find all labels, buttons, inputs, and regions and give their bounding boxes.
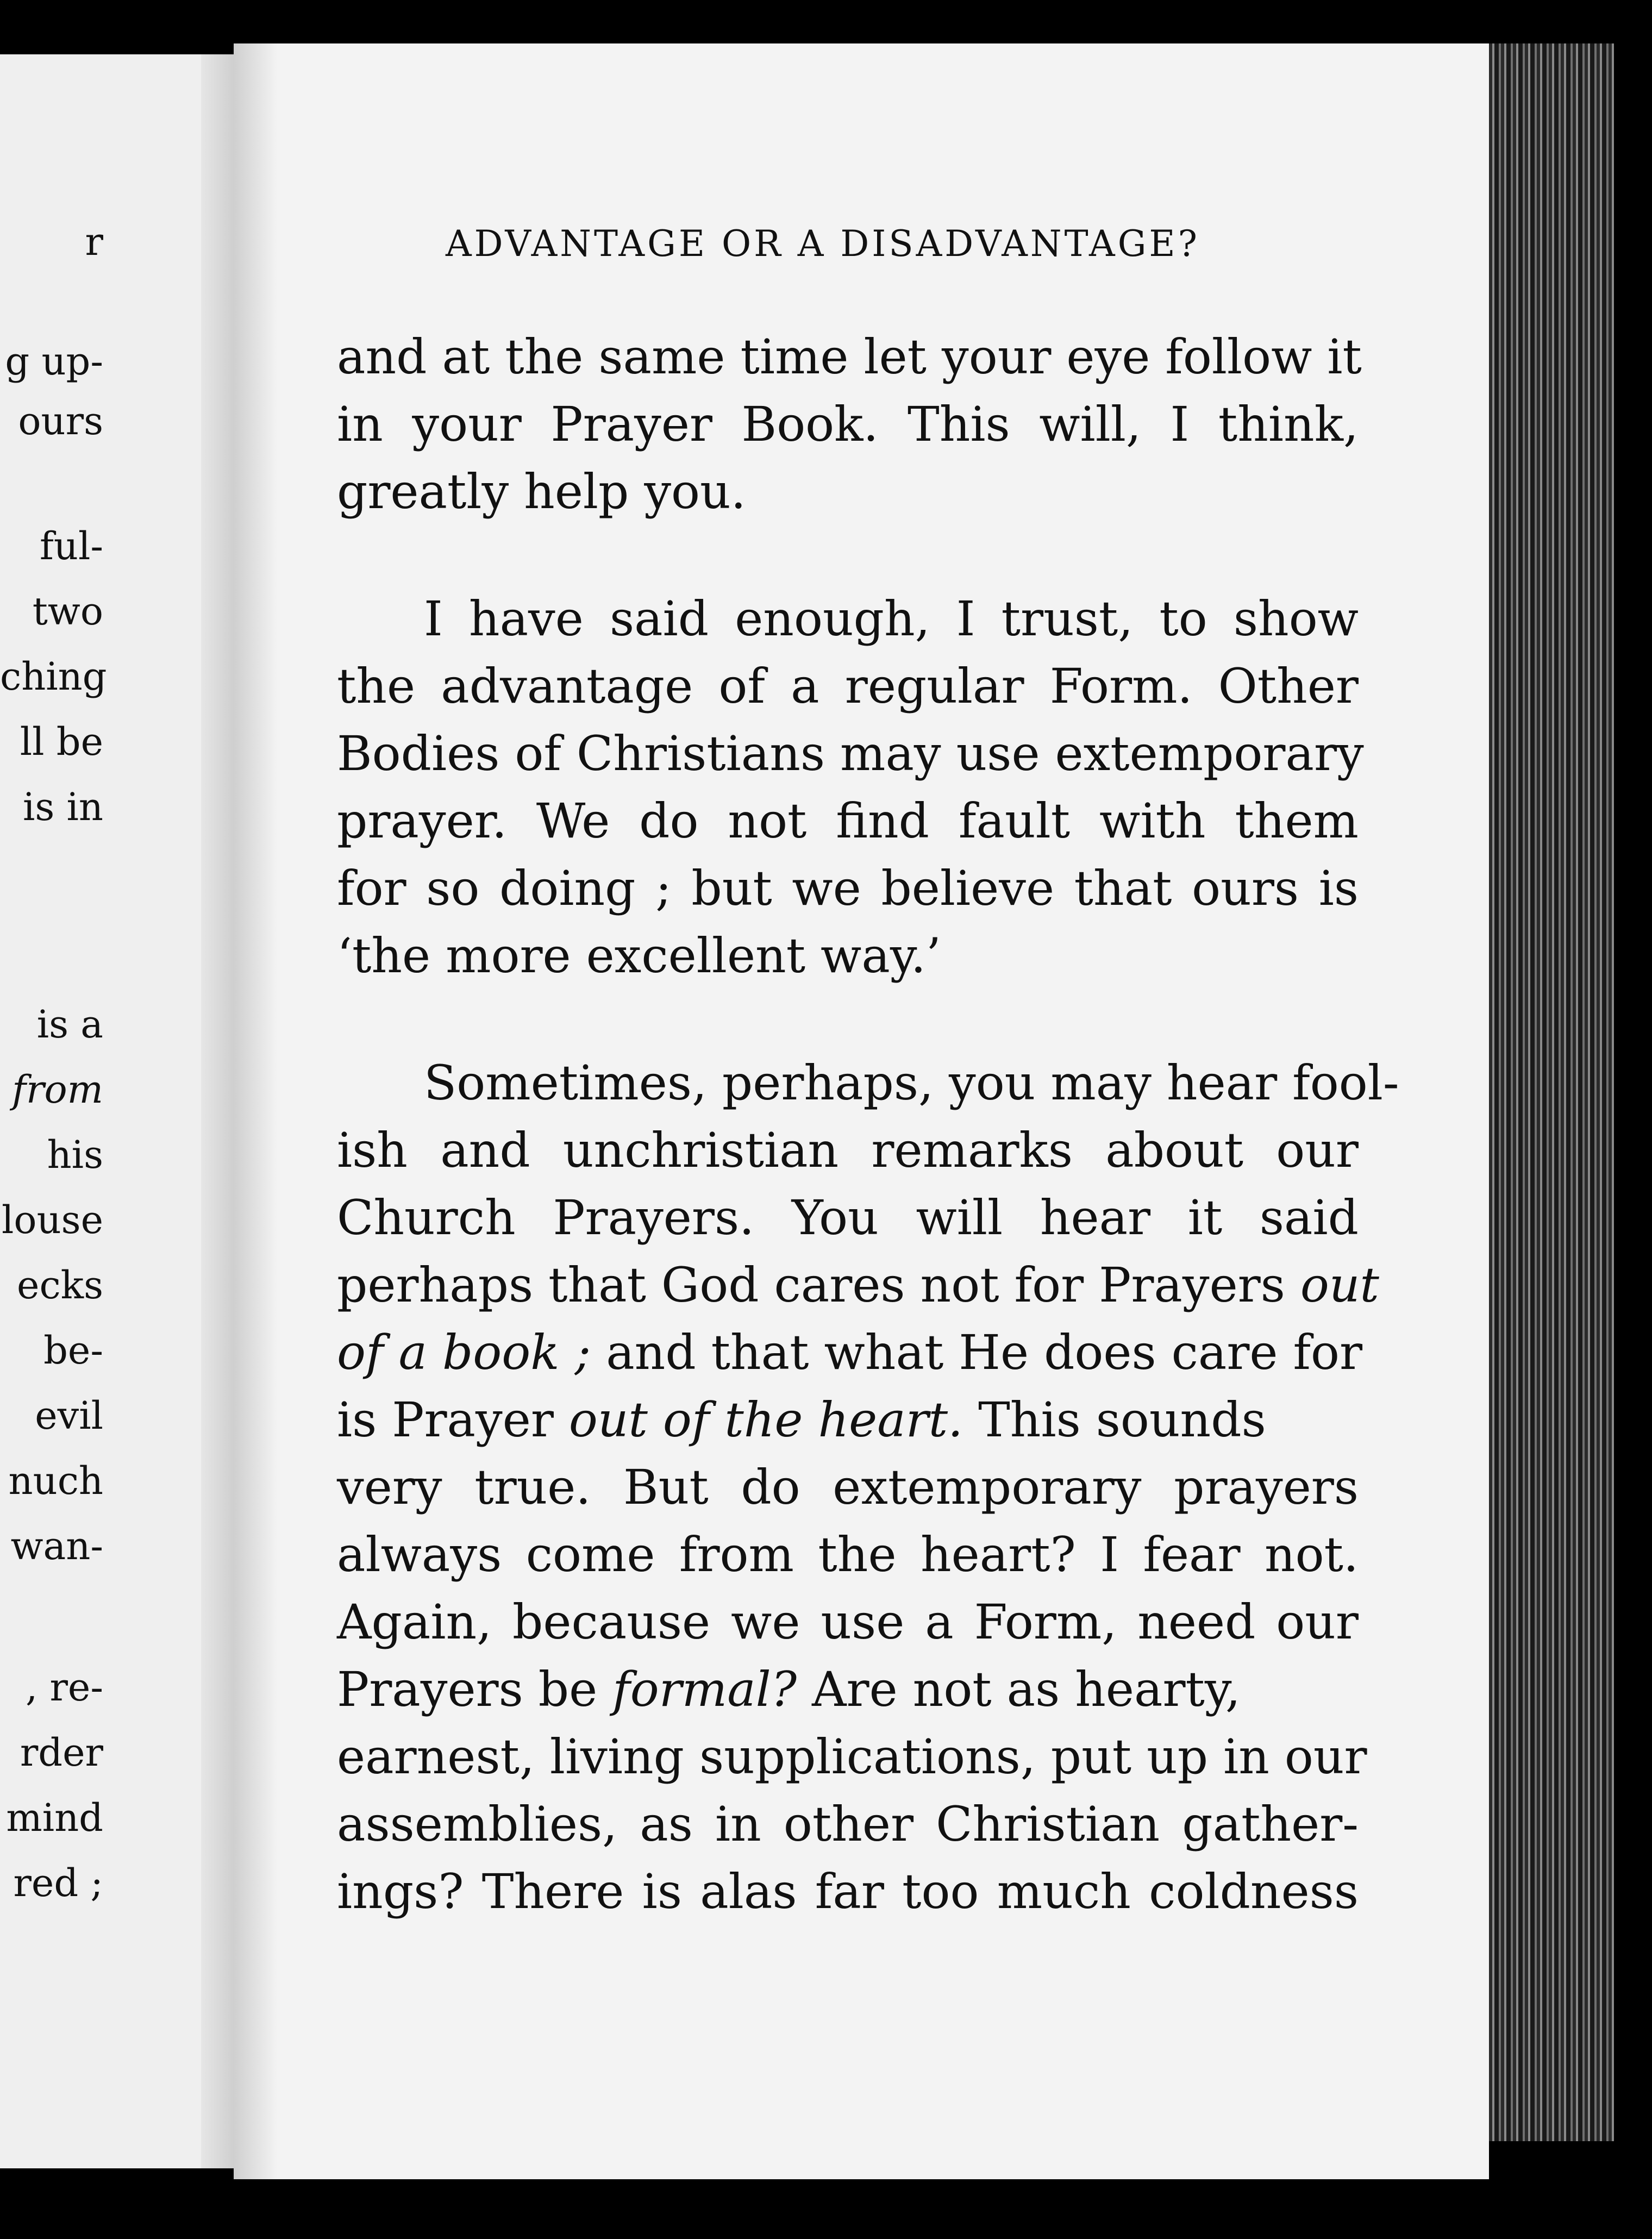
text-line: I have said enough, I trust, to show	[424, 591, 1359, 647]
left-line: ecks	[17, 1263, 103, 1308]
text-span: is Prayer	[337, 1392, 554, 1448]
left-line: his	[47, 1133, 103, 1177]
text-span: perhaps that God cares not for Prayers	[337, 1257, 1285, 1313]
text-span: Prayers be	[337, 1661, 598, 1717]
text-line: always come from the heart? I fear not.	[337, 1527, 1359, 1583]
text-line: greatly help you.	[337, 464, 746, 520]
text-line: Sometimes, perhaps, you may hear fool-	[424, 1055, 1399, 1111]
text-span: Are not as hearty,	[811, 1661, 1241, 1717]
text-line	[337, 1252, 1379, 1319]
text-line: ish and unchristian remarks about our	[337, 1122, 1359, 1178]
text-line: Church Prayers. You will hear it said	[337, 1190, 1359, 1246]
left-line: nuch	[8, 1459, 103, 1503]
text-line: ings? There is alas far too much coldness	[337, 1863, 1359, 1919]
running-head: ADVANTAGE OR A DISADVANTAGE?	[446, 223, 1200, 265]
left-line: , re-	[25, 1665, 103, 1710]
right-page-gutter	[234, 43, 277, 2179]
left-line: is in	[22, 785, 103, 829]
text-line: Bodies of Christians may use extemporary	[337, 726, 1364, 781]
left-line: two	[32, 589, 103, 634]
left-line: mind	[6, 1796, 103, 1840]
text-line	[337, 1386, 1359, 1454]
left-line: from	[12, 1067, 103, 1112]
paragraph-break	[337, 990, 1359, 1049]
text-line: prayer. We do not find fault with them	[337, 793, 1359, 849]
left-line: red ;	[13, 1861, 103, 1905]
italic-span: formal?	[612, 1661, 797, 1717]
body-text	[337, 323, 1399, 1925]
left-line: rder	[20, 1730, 103, 1775]
italic-span: out	[1300, 1257, 1379, 1313]
left-line: ching	[0, 654, 107, 699]
italic-span: out of the heart.	[568, 1392, 963, 1448]
left-page	[0, 54, 234, 2168]
left-line: r	[85, 220, 103, 264]
left-line: evil	[35, 1393, 103, 1438]
paragraph-break	[337, 526, 1359, 585]
text-line: for so doing ; but we believe that ours is	[337, 860, 1359, 916]
book-fore-edge	[1489, 43, 1614, 2141]
text-line: assemblies, as in other Christian gather-	[337, 1796, 1359, 1852]
left-line: ful-	[39, 524, 103, 568]
left-line: be-	[43, 1328, 103, 1373]
left-line: wan-	[10, 1524, 103, 1568]
text-line: in your Prayer Book. This will, I think,	[337, 396, 1359, 452]
left-line: is a	[36, 1002, 103, 1047]
right-page	[234, 43, 1489, 2179]
text-line	[337, 1656, 1359, 1723]
text-line	[337, 1319, 1363, 1386]
text-span: This sounds	[978, 1392, 1266, 1448]
text-span: and that what He does care for	[606, 1324, 1363, 1380]
italic-span: of a book ;	[337, 1324, 591, 1380]
left-line: louse	[2, 1198, 103, 1242]
text-line: earnest, living supplications, put up in our	[337, 1729, 1367, 1785]
text-line: very true. But do extemporary prayers	[337, 1459, 1359, 1515]
text-line: the advantage of a regular Form. Other	[337, 658, 1359, 714]
left-line: ours	[18, 399, 103, 443]
left-line: ll be	[20, 720, 103, 764]
text-line: ‘the more excellent way.’	[337, 928, 941, 984]
text-line: and at the same time let your eye follow it	[337, 329, 1362, 385]
text-line: Again, because we use a Form, need our	[337, 1594, 1359, 1650]
left-line: g up-	[5, 339, 103, 384]
